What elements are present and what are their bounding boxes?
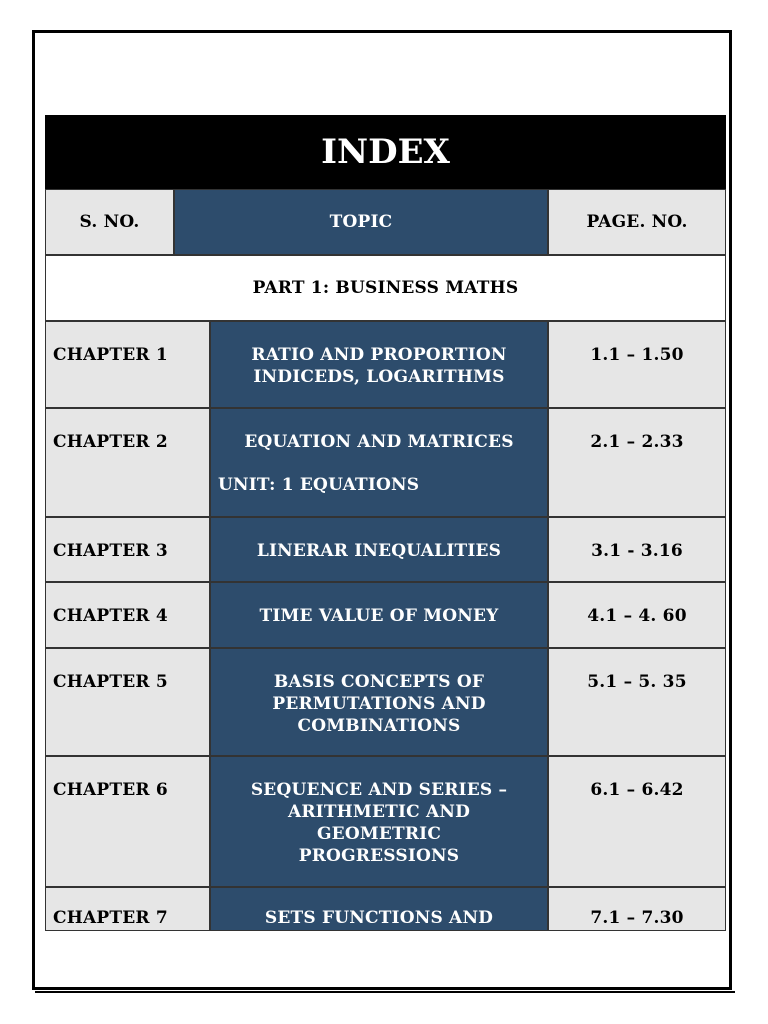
row-1-topic-line-2: INDICEDS, LOGARITHMS [253,367,505,387]
row-7-topic-line-1: SETS FUNCTIONS AND [264,908,494,928]
row-6-page: 6.1 – 6.42 [548,756,726,887]
row-1-topic [210,321,548,408]
row-4-topic [210,582,548,648]
row-1-page: 1.1 – 1.50 [548,321,726,408]
row-6-topic [210,756,548,887]
row-7-topic [210,887,548,931]
part-heading: PART 1: BUSINESS MATHS [45,255,726,321]
row-3-topic-line-1: LINERAR INEQUALITIES [256,541,502,561]
header-topic: TOPIC [174,189,548,255]
row-5-topic-line-1: BASIS CONCEPTS OF [273,672,485,692]
row-5-page: 5.1 – 5. 35 [548,648,726,756]
row-5-topic-line-3: COMBINATIONS [297,716,461,736]
row-2-topic [210,408,548,517]
row-4-sno: CHAPTER 4 [45,582,210,648]
row-6-topic-line-3: GEOMETRIC [316,824,442,844]
row-3-sno: CHAPTER 3 [45,517,210,582]
row-3-topic [210,517,548,582]
row-6-topic-line-2: ARITHMETIC AND [287,802,471,822]
row-7-page: 7.1 – 7.30 [548,887,726,931]
header-sno: S. NO. [45,189,174,255]
header-page: PAGE. NO. [548,189,726,255]
page-border-shadow [35,991,735,993]
row-4-topic-line-1: TIME VALUE OF MONEY [259,606,499,626]
row-6-sno: CHAPTER 6 [45,756,210,887]
row-6-topic-line-1: SEQUENCE AND SERIES – [250,780,508,800]
row-2-topic-line-1: EQUATION AND MATRICES [244,432,514,452]
row-2-topic-sub: UNIT: 1 EQUATIONS [218,475,420,495]
row-3-page: 3.1 - 3.16 [548,517,726,582]
row-1-topic-line-1: RATIO AND PROPORTION [251,345,507,365]
row-2-sno: CHAPTER 2 [45,408,210,517]
row-5-sno: CHAPTER 5 [45,648,210,756]
row-6-topic-line-4: PROGRESSIONS [298,846,460,866]
row-5-topic-line-2: PERMUTATIONS AND [272,694,486,714]
row-1-sno: CHAPTER 1 [45,321,210,408]
row-4-page: 4.1 – 4. 60 [548,582,726,648]
row-7-sno: CHAPTER 7 [45,887,210,931]
row-5-topic [210,648,548,756]
row-2-page: 2.1 – 2.33 [548,408,726,517]
index-title: INDEX [45,115,726,189]
